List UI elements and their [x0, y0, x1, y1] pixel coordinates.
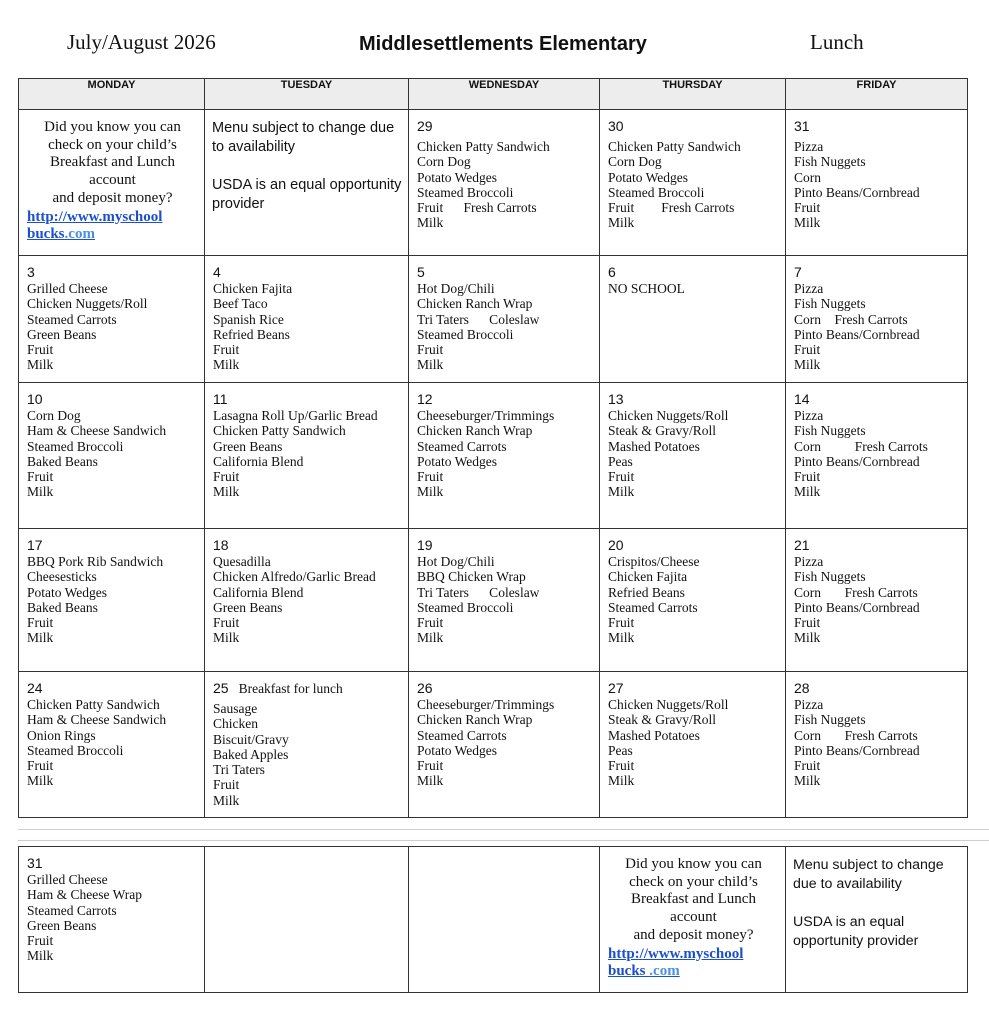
day-cell-27	[600, 672, 786, 818]
menu-calendar-table	[18, 78, 968, 818]
page-divider	[18, 829, 989, 830]
day-cell-6	[600, 256, 786, 383]
info-line: Breakfast and Lunch	[631, 891, 756, 908]
day-number: 24	[27, 680, 43, 696]
menu-item: Cheeseburger/Trimmings	[417, 697, 555, 712]
menu-item: Fruit	[27, 933, 54, 949]
menu-item: California Blend	[213, 584, 304, 600]
menu-item-list	[213, 408, 401, 500]
menu-item: Milk	[794, 215, 821, 231]
menu-item: Fruit	[417, 758, 444, 774]
day-cell-31	[786, 110, 968, 256]
menu-item: Pinto Beans/Cornbread	[794, 599, 920, 615]
menu-item: Tri Taters Coleslaw	[417, 584, 540, 600]
menu-item: Fish Nuggets	[794, 569, 866, 585]
week-row	[19, 256, 968, 383]
menu-item: Fruit	[417, 615, 444, 631]
menu-item: Steamed Broccoli	[27, 438, 124, 454]
menu-item: Cheesesticks	[27, 569, 97, 585]
menu-item-list	[417, 139, 592, 231]
week-row	[19, 110, 968, 256]
day-cell-31	[19, 847, 205, 993]
menu-item: NO SCHOOL	[608, 281, 685, 296]
menu-item: Fruit	[608, 469, 635, 485]
menu-item: Baked Beans	[27, 453, 98, 469]
menu-item-list	[27, 872, 197, 964]
menu-item: Peas	[608, 453, 633, 469]
weekday-header-row	[19, 79, 968, 110]
menu-item: Milk	[608, 215, 635, 231]
menu-item: Hot Dog/Chili	[417, 281, 495, 296]
day-cell-10	[19, 383, 205, 529]
day-cell-7	[786, 256, 968, 383]
info-line: Did you know you can	[44, 119, 181, 135]
menu-item: Steamed Broccoli	[27, 742, 124, 758]
menu-item: Milk	[213, 484, 240, 500]
myschoolbucks-link[interactable]: http://www.myschool bucks.com	[27, 208, 163, 243]
menu-item: Chicken Nuggets/Roll	[27, 296, 148, 312]
menu-item: Steak & Gravy/Roll	[608, 423, 716, 439]
menu-item: Lasagna Roll Up/Garlic Bread	[213, 408, 378, 423]
menu-item: Corn Dog	[27, 408, 81, 423]
menu-item: Corn Fresh Carrots	[794, 311, 908, 327]
menu-item-list	[213, 554, 401, 646]
menu-item: Pizza	[794, 697, 824, 712]
menu-item: Steamed Carrots	[608, 599, 698, 615]
menu-item: Steamed Carrots	[417, 727, 507, 743]
menu-item: Milk	[417, 773, 444, 789]
menu-item: Steamed Broccoli	[417, 599, 514, 615]
menu-item: Fruit	[27, 469, 54, 485]
menu-item: BBQ Pork Rib Sandwich	[27, 554, 164, 569]
menu-item: Steak & Gravy/Roll	[608, 712, 716, 728]
menu-item: Milk	[27, 948, 54, 964]
menu-item-list	[608, 139, 778, 231]
menu-item-list	[417, 281, 592, 373]
menu-item: Fruit	[27, 342, 54, 358]
availability-notice: Menu subject to change due to availability	[793, 857, 944, 892]
menu-item: Mashed Potatoes	[608, 727, 700, 743]
menu-item: Refried Beans	[608, 584, 685, 600]
myschoolbucks-link[interactable]: http://www.myschool bucks .com	[608, 945, 744, 980]
menu-item-list	[417, 697, 592, 789]
menu-item: Sausage	[213, 701, 258, 716]
menu-item: Tri Taters	[213, 762, 265, 778]
menu-item: Potato Wedges	[417, 742, 498, 758]
menu-item: Green Beans	[213, 438, 283, 454]
day-number: 3	[27, 264, 35, 280]
day-number: 27	[608, 680, 624, 696]
menu-item: Steamed Carrots	[417, 438, 507, 454]
menu-item-list	[608, 281, 778, 296]
menu-item: Chicken Patty Sandwich	[417, 139, 550, 154]
menu-item: Fruit	[794, 200, 821, 216]
menu-item-list	[794, 408, 960, 500]
menu-item: Pinto Beans/Cornbread	[794, 742, 920, 758]
week-row	[19, 672, 968, 818]
menu-item: Beef Taco	[213, 296, 268, 312]
day-number: 25 Breakfast for lunch	[213, 680, 343, 696]
menu-item: Ham & Cheese Sandwich	[27, 423, 167, 439]
day-number: 10	[27, 391, 43, 407]
day-cell-29	[409, 110, 600, 256]
menu-item: Chicken	[213, 716, 258, 732]
menu-item: Steamed Broccoli	[608, 184, 705, 200]
menu-item: Quesadilla	[213, 554, 271, 569]
menu-item: Milk	[417, 630, 444, 646]
menu-item: Green Beans	[27, 326, 97, 342]
menu-item: Fruit	[608, 758, 635, 774]
menu-item: Milk	[794, 357, 821, 373]
menu-item: Fruit	[794, 758, 821, 774]
menu-item: Chicken Ranch Wrap	[417, 296, 533, 312]
menu-item: Chicken Patty Sandwich	[213, 423, 346, 439]
menu-item: Fruit	[27, 758, 54, 774]
menu-item: Milk	[794, 773, 821, 789]
menu-item: Potato Wedges	[27, 584, 108, 600]
day-number: 6	[608, 264, 616, 280]
menu-item: Hot Dog/Chili	[417, 554, 495, 569]
day-cell-17	[19, 529, 205, 672]
menu-item: Pinto Beans/Cornbread	[794, 453, 920, 469]
menu-item: Fruit	[213, 342, 240, 358]
menu-item: Chicken Patty Sandwich	[27, 697, 160, 712]
menu-item: Fish Nuggets	[794, 154, 866, 170]
menu-item: Chicken Nuggets/Roll	[608, 408, 729, 423]
account-info-cell	[600, 847, 786, 993]
info-line: and deposit money?	[52, 189, 173, 206]
day-cell-19	[409, 529, 600, 672]
menu-item: Chicken Alfredo/Garlic Bread	[213, 569, 376, 585]
menu-item: Fruit	[213, 469, 240, 485]
day-number: 31	[27, 855, 43, 871]
day-number: 7	[794, 264, 802, 280]
menu-item: Milk	[213, 357, 240, 373]
menu-item: Chicken Ranch Wrap	[417, 712, 533, 728]
availability-notice: Menu subject to change due to availability	[212, 120, 395, 155]
notice-cell	[205, 110, 409, 256]
menu-item: Chicken Fajita	[608, 569, 688, 585]
menu-item: Chicken Nuggets/Roll	[608, 697, 729, 712]
menu-item: Refried Beans	[213, 326, 290, 342]
info-line: account	[670, 909, 717, 926]
day-number: 30	[608, 118, 624, 134]
day-number: 11	[213, 391, 228, 407]
menu-item: Milk	[608, 630, 635, 646]
day-cell-20	[600, 529, 786, 672]
menu-item: Corn Fresh Carrots	[794, 438, 928, 454]
menu-item: Tri Taters Coleslaw	[417, 311, 540, 327]
menu-item-list	[417, 554, 592, 646]
day-cell-12	[409, 383, 600, 529]
day-cell-24	[19, 672, 205, 818]
extra-week-row	[19, 847, 968, 993]
info-line: check on your child’s	[629, 873, 758, 890]
day-number: 20	[608, 537, 624, 553]
menu-item: Cheeseburger/Trimmings	[417, 408, 555, 423]
day-number: 4	[213, 264, 221, 280]
menu-item: Fruit	[608, 615, 635, 631]
menu-item: Milk	[27, 484, 54, 500]
menu-item-list	[608, 408, 778, 500]
menu-item: Onion Rings	[27, 727, 96, 743]
school-name: Middlesettlements Elementary	[359, 33, 647, 55]
weekday-header-monday: MONDAY	[19, 79, 205, 110]
menu-item: Green Beans	[213, 599, 283, 615]
info-line: check on your child’s	[48, 136, 177, 153]
day-number: 17	[27, 537, 43, 553]
day-cell-14	[786, 383, 968, 529]
day-number: 19	[417, 537, 433, 553]
menu-item-list	[608, 697, 778, 789]
menu-item: Fish Nuggets	[794, 712, 866, 728]
menu-item-list	[794, 554, 960, 646]
calendar-month-label: July/August 2026	[67, 30, 216, 54]
weekday-header-friday: FRIDAY	[786, 79, 968, 110]
day-cell-28	[786, 672, 968, 818]
menu-item: Fruit	[27, 615, 54, 631]
day-number: 28	[794, 680, 810, 696]
menu-item: Peas	[608, 742, 633, 758]
menu-item-list	[27, 697, 197, 789]
menu-item: Pinto Beans/Cornbread	[794, 184, 920, 200]
menu-item: Milk	[27, 630, 54, 646]
menu-item: Milk	[417, 215, 444, 231]
day-cell-11	[205, 383, 409, 529]
day-cell-5	[409, 256, 600, 383]
menu-item: Corn Dog	[417, 154, 471, 170]
page-divider	[18, 840, 989, 841]
menu-item: Milk	[213, 630, 240, 646]
empty-day-cell	[409, 847, 600, 993]
weekday-header-thursday: THURSDAY	[600, 79, 786, 110]
menu-item: Pizza	[794, 408, 824, 423]
menu-item: Corn Fresh Carrots	[794, 727, 918, 743]
menu-item: Crispitos/Cheese	[608, 554, 700, 569]
day-cell-4	[205, 256, 409, 383]
day-cell-18	[205, 529, 409, 672]
week-row	[19, 383, 968, 529]
menu-item: Milk	[608, 484, 635, 500]
info-line: and deposit money?	[633, 926, 754, 943]
day-cell-26	[409, 672, 600, 818]
menu-item: Fruit	[794, 469, 821, 485]
menu-item: Biscuit/Gravy	[213, 731, 289, 747]
menu-item: Milk	[794, 484, 821, 500]
day-cell-30	[600, 110, 786, 256]
day-note: Breakfast for lunch	[238, 681, 343, 696]
day-cell-25	[205, 672, 409, 818]
menu-item: Ham & Cheese Sandwich	[27, 712, 167, 728]
day-cell-13	[600, 383, 786, 529]
menu-item: Grilled Cheese	[27, 872, 108, 887]
menu-item: Potato Wedges	[417, 453, 498, 469]
menu-item: Steamed Carrots	[27, 902, 117, 918]
empty-day-cell	[205, 847, 409, 993]
menu-item: Milk	[417, 357, 444, 373]
menu-item: Fruit	[213, 777, 240, 793]
day-number: 21	[794, 537, 810, 553]
extra-week-table	[18, 846, 968, 993]
day-number: 12	[417, 391, 433, 407]
day-number: 29	[417, 118, 433, 134]
day-number: 18	[213, 537, 229, 553]
menu-item: Baked Beans	[27, 599, 98, 615]
day-cell-21	[786, 529, 968, 672]
menu-item: Fruit	[794, 342, 821, 358]
menu-item: Steamed Carrots	[27, 311, 117, 327]
menu-item-list	[608, 554, 778, 646]
menu-item: BBQ Chicken Wrap	[417, 569, 526, 585]
menu-item: Fruit Fresh Carrots	[417, 200, 537, 216]
info-line: Did you know you can	[625, 856, 762, 872]
menu-item: Fish Nuggets	[794, 423, 866, 439]
menu-item: Milk	[794, 630, 821, 646]
day-number: 13	[608, 391, 624, 407]
meal-type-label: Lunch	[810, 30, 864, 54]
menu-item: Milk	[608, 773, 635, 789]
menu-item: Grilled Cheese	[27, 281, 108, 296]
menu-item: Spanish Rice	[213, 311, 284, 327]
menu-item: Fruit	[417, 469, 444, 485]
menu-item: California Blend	[213, 453, 304, 469]
menu-item-list	[27, 408, 197, 500]
week-row	[19, 529, 968, 672]
menu-item: Corn Fresh Carrots	[794, 584, 918, 600]
menu-item: Baked Apples	[213, 746, 289, 762]
menu-item-list	[794, 697, 960, 789]
menu-item: Potato Wedges	[608, 169, 689, 185]
account-info-cell	[19, 110, 205, 256]
menu-item: Pinto Beans/Cornbread	[794, 326, 920, 342]
info-line: Breakfast and Lunch	[50, 154, 175, 171]
menu-item: Potato Wedges	[417, 169, 498, 185]
day-number: 31	[794, 118, 810, 134]
menu-item-list	[794, 281, 960, 373]
menu-item: Milk	[27, 357, 54, 373]
menu-item: Fruit	[794, 615, 821, 631]
menu-item: Steamed Broccoli	[417, 326, 514, 342]
menu-item: Steamed Broccoli	[417, 184, 514, 200]
menu-item: Fish Nuggets	[794, 296, 866, 312]
menu-item: Chicken Fajita	[213, 281, 293, 296]
menu-item-list	[213, 701, 401, 808]
menu-item: Milk	[213, 792, 240, 808]
notice-cell	[786, 847, 968, 993]
day-cell-3	[19, 256, 205, 383]
menu-item: Mashed Potatoes	[608, 438, 700, 454]
day-number: 14	[794, 391, 810, 407]
menu-item: Pizza	[794, 281, 824, 296]
menu-item: Fruit	[213, 615, 240, 631]
menu-item: Green Beans	[27, 917, 97, 933]
day-number: 5	[417, 264, 425, 280]
weekday-header-tuesday: TUESDAY	[205, 79, 409, 110]
menu-item: Pizza	[794, 554, 824, 569]
menu-item: Milk	[27, 773, 54, 789]
menu-item-list	[27, 554, 197, 646]
day-number: 26	[417, 680, 433, 696]
menu-item: Chicken Ranch Wrap	[417, 423, 533, 439]
menu-item-list	[27, 281, 197, 373]
menu-item: Corn	[794, 169, 821, 185]
menu-item: Ham & Cheese Wrap	[27, 887, 143, 903]
menu-item-list	[417, 408, 592, 500]
info-line: account	[89, 172, 136, 189]
menu-item: Fruit Fresh Carrots	[608, 200, 735, 216]
menu-item: Chicken Patty Sandwich	[608, 139, 741, 154]
menu-item-list	[794, 139, 960, 231]
menu-item-list	[213, 281, 401, 373]
menu-item: Corn Dog	[608, 154, 662, 170]
usda-notice: USDA is an equal opportunity provider	[212, 177, 402, 212]
weekday-header-wednesday: WEDNESDAY	[409, 79, 600, 110]
menu-item: Fruit	[417, 342, 444, 358]
usda-notice: USDA is an equal opportunity provider	[793, 914, 919, 949]
menu-item: Milk	[417, 484, 444, 500]
menu-item: Pizza	[794, 139, 824, 154]
